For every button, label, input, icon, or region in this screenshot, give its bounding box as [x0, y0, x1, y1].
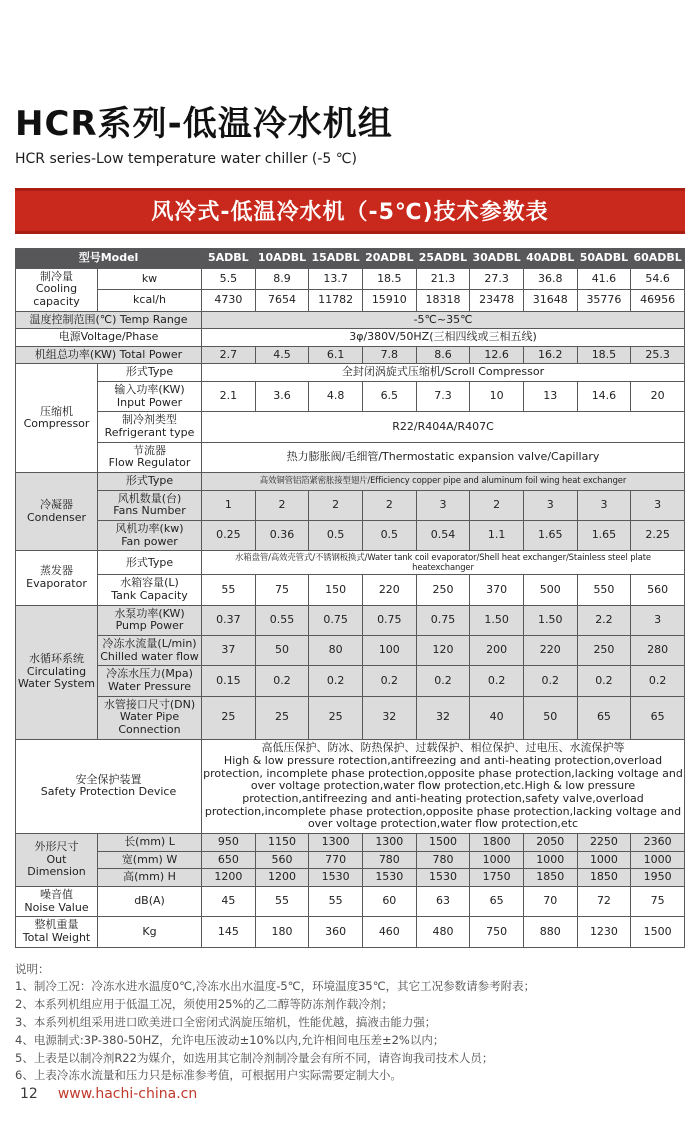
value-cell: 0.2	[416, 666, 470, 696]
spec-row-circulating-water-system-1	[16, 636, 685, 666]
value-cell: 0.5	[309, 520, 363, 550]
value-cell: 500	[523, 575, 577, 605]
value-cell: 25	[202, 696, 256, 739]
model-column-header: 60ADBL	[631, 249, 685, 269]
value-cell: 65	[470, 886, 524, 916]
value-cell: 250	[577, 636, 631, 666]
value-cell: 32	[416, 696, 470, 739]
value-cell: 750	[470, 917, 524, 947]
spec-row-safety-protection	[16, 739, 685, 833]
spec-row-condenser-2	[16, 520, 685, 550]
value-cell: 0.2	[577, 666, 631, 696]
value-cell: 250	[416, 575, 470, 605]
value-cell: 780	[416, 851, 470, 869]
spec-row-evaporator-1	[16, 575, 685, 605]
param-name-cell: 高(mm) H	[98, 869, 202, 887]
value-cell: 1800	[470, 834, 524, 852]
value-cell: 650	[202, 851, 256, 869]
value-cell: 25	[255, 696, 309, 739]
value-cell: 1300	[362, 834, 416, 852]
spec-row-total-power	[16, 346, 685, 364]
value-cell: 13	[523, 382, 577, 412]
value-cell: 16.2	[523, 346, 577, 364]
value-cell: 220	[523, 636, 577, 666]
value-cell: 2360	[631, 834, 685, 852]
value-cell: 15910	[362, 290, 416, 311]
param-name-cell: 宽(mm) W	[98, 851, 202, 869]
value-cell: 360	[309, 917, 363, 947]
value-cell: 0.2	[523, 666, 577, 696]
param-name-cell: 冷冻水流量(L/min) Chilled water flow	[98, 636, 202, 666]
model-header-row	[16, 249, 685, 269]
safety-value-cell	[202, 739, 685, 833]
value-cell: 3	[631, 490, 685, 520]
notes-list	[15, 978, 685, 1085]
value-cell: 10	[470, 382, 524, 412]
value-cell: 21.3	[416, 268, 470, 289]
value-cell: 3	[416, 490, 470, 520]
section-label-evaporator: 蒸发器 Evaporator	[16, 551, 98, 606]
section-label-condenser: 冷凝器 Condenser	[16, 472, 98, 550]
param-name-cell: 形式Type	[98, 364, 202, 382]
value-cell: 7654	[255, 290, 309, 311]
value-cell: 18.5	[577, 346, 631, 364]
note-item: 5、上表是以制冷剂R22为媒介，如选用其它制冷剂制冷量会有所不同，请咨询我司技术人员；	[15, 1050, 494, 1065]
value-cell: 25.3	[631, 346, 685, 364]
value-cell: 280	[631, 636, 685, 666]
value-cell: 37	[202, 636, 256, 666]
value-cell: 460	[362, 917, 416, 947]
value-cell: 0.5	[362, 520, 416, 550]
value-cell: 0.25	[202, 520, 256, 550]
span-value-cell: R22/R404A/R407C	[202, 412, 685, 442]
value-cell: 1500	[416, 834, 470, 852]
value-cell: 80	[309, 636, 363, 666]
param-name-cell: 风机数量(台) Fans Number	[98, 490, 202, 520]
spec-row-condenser-1	[16, 490, 685, 520]
value-cell: 370	[470, 575, 524, 605]
value-cell: 31648	[523, 290, 577, 311]
value-cell: 2.2	[577, 605, 631, 635]
note-item: 4、电源制式:3P-380-50HZ，允许电压波动±10%以内,允许相间电压差±2%以内；	[15, 1032, 445, 1047]
value-cell: 2	[470, 490, 524, 520]
value-cell: 950	[202, 834, 256, 852]
section-label-out-dimension: 外形尺寸 Out Dimension	[16, 834, 98, 887]
value-cell: 1850	[523, 869, 577, 887]
value-cell: 770	[309, 851, 363, 869]
model-column-header: 40ADBL	[523, 249, 577, 269]
value-cell: 150	[309, 575, 363, 605]
value-cell: 1200	[202, 869, 256, 887]
spec-row-out-dimension-0	[16, 834, 685, 852]
value-cell: 100	[362, 636, 416, 666]
spec-row-noise-value	[16, 886, 685, 916]
value-cell: 480	[416, 917, 470, 947]
param-name-cell: dB(A)	[98, 886, 202, 916]
value-cell: 55	[202, 575, 256, 605]
value-cell: 0.37	[202, 605, 256, 635]
spec-row-condenser-0	[16, 472, 685, 490]
model-column-header: 5ADBL	[202, 249, 256, 269]
param-name-cell: 水箱容量(L) Tank Capacity	[98, 575, 202, 605]
value-cell: 2.1	[202, 382, 256, 412]
value-cell: 20	[631, 382, 685, 412]
value-cell: 45	[202, 886, 256, 916]
value-cell: 32	[362, 696, 416, 739]
value-cell: 63	[416, 886, 470, 916]
value-cell: 560	[255, 851, 309, 869]
span-value-cell: -5℃~35℃	[202, 311, 685, 329]
spec-table-head	[16, 249, 685, 269]
value-cell: 1200	[255, 869, 309, 887]
spec-row-out-dimension-1	[16, 851, 685, 869]
value-cell: 0.2	[309, 666, 363, 696]
param-name-cell: 风机功率(kw) Fan power	[98, 520, 202, 550]
model-header-label: 型号Model	[16, 249, 202, 269]
value-cell: 2.7	[202, 346, 256, 364]
span-value-cell: 全封闭涡旋式压缩机/Scroll Compressor	[202, 364, 685, 382]
value-cell: 1530	[416, 869, 470, 887]
value-cell: 1.65	[577, 520, 631, 550]
value-cell: 36.8	[523, 268, 577, 289]
value-cell: 560	[631, 575, 685, 605]
span-value-cell: 3φ/380V/50HZ(三相四线或三相五线)	[202, 329, 685, 347]
param-name-cell: kcal/h	[98, 290, 202, 311]
param-name-cell: 水泵功率(KW) Pump Power	[98, 605, 202, 635]
spec-row-circulating-water-system-3	[16, 696, 685, 739]
section-label-cooling-capacity: 制冷量 Cooling capacity	[16, 268, 98, 311]
param-name-cell: 机组总功率(KW) Total Power	[16, 346, 202, 364]
value-cell: 50	[523, 696, 577, 739]
model-column-header: 50ADBL	[577, 249, 631, 269]
param-name-cell: 长(mm) L	[98, 834, 202, 852]
value-cell: 1950	[631, 869, 685, 887]
value-cell: 6.5	[362, 382, 416, 412]
value-cell: 50	[255, 636, 309, 666]
value-cell: 880	[523, 917, 577, 947]
spec-row-total-weight	[16, 917, 685, 947]
value-cell: 1000	[631, 851, 685, 869]
section-label-circulating-water-system: 水循环系统 Circulating Water System	[16, 605, 98, 739]
value-cell: 72	[577, 886, 631, 916]
param-name-cell: 安全保护装置 Safety Protection Device	[16, 739, 202, 833]
param-name-cell: 输入功率(KW) Input Power	[98, 382, 202, 412]
section-label-noise-value: 噪音值 Noise Value	[16, 886, 98, 916]
value-cell: 3	[577, 490, 631, 520]
value-cell: 1530	[309, 869, 363, 887]
value-cell: 145	[202, 917, 256, 947]
value-cell: 2050	[523, 834, 577, 852]
model-column-header: 20ADBL	[362, 249, 416, 269]
value-cell: 13.7	[309, 268, 363, 289]
value-cell: 27.3	[470, 268, 524, 289]
span-value-cell: 热力膨胀阀/毛细管/Thermostatic expansion valve/Capillary	[202, 442, 685, 472]
value-cell: 75	[631, 886, 685, 916]
value-cell: 0.2	[470, 666, 524, 696]
safety-text-cn: 高低压保护、防冰、防热保护、过载保护、相位保护、过电压、水流保护等	[261, 740, 625, 754]
model-column-header: 25ADBL	[416, 249, 470, 269]
section-label-total-weight: 整机重量 Total Weight	[16, 917, 98, 947]
value-cell: 2	[309, 490, 363, 520]
value-cell: 11782	[309, 290, 363, 311]
spec-row-cooling-capacity-1	[16, 290, 685, 311]
value-cell: 220	[362, 575, 416, 605]
value-cell: 2	[255, 490, 309, 520]
value-cell: 1.50	[523, 605, 577, 635]
value-cell: 1000	[523, 851, 577, 869]
value-cell: 1230	[577, 917, 631, 947]
value-cell: 55	[255, 886, 309, 916]
value-cell: 35776	[577, 290, 631, 311]
value-cell: 1750	[470, 869, 524, 887]
value-cell: 18.5	[362, 268, 416, 289]
model-column-header: 15ADBL	[309, 249, 363, 269]
model-column-header: 30ADBL	[470, 249, 524, 269]
spec-row-compressor-0	[16, 364, 685, 382]
value-cell: 6.1	[309, 346, 363, 364]
spec-row-compressor-2	[16, 412, 685, 442]
section-banner: 风冷式-低温冷水机（-5℃)技术参数表	[15, 188, 685, 234]
value-cell: 1300	[309, 834, 363, 852]
value-cell: 200	[470, 636, 524, 666]
value-cell: 4730	[202, 290, 256, 311]
value-cell: 550	[577, 575, 631, 605]
spec-row-circulating-water-system-0	[16, 605, 685, 635]
spec-row-circulating-water-system-2	[16, 666, 685, 696]
value-cell: 65	[577, 696, 631, 739]
page-number: 12	[20, 1086, 38, 1102]
note-item: 6、上表冷冻水流量和压力只是标准参考值，可根据用户实际需要定制大小。	[15, 1068, 402, 1083]
value-cell: 0.2	[255, 666, 309, 696]
section-label-compressor: 压缩机 Compressor	[16, 364, 98, 472]
spec-table-body	[16, 268, 685, 947]
spec-row-compressor-3	[16, 442, 685, 472]
value-cell: 65	[631, 696, 685, 739]
value-cell: 2250	[577, 834, 631, 852]
value-cell: 1850	[577, 869, 631, 887]
value-cell: 18318	[416, 290, 470, 311]
value-cell: 0.2	[631, 666, 685, 696]
param-name-cell: 制冷剂类型 Refrigerant type	[98, 412, 202, 442]
value-cell: 40	[470, 696, 524, 739]
value-cell: 41.6	[577, 268, 631, 289]
value-cell: 8.6	[416, 346, 470, 364]
value-cell: 7.3	[416, 382, 470, 412]
param-name-cell: Kg	[98, 917, 202, 947]
value-cell: 0.36	[255, 520, 309, 550]
value-cell: 4.8	[309, 382, 363, 412]
value-cell: 0.55	[255, 605, 309, 635]
value-cell: 2	[362, 490, 416, 520]
param-name-cell: 节流器 Flow Regulator	[98, 442, 202, 472]
value-cell: 1500	[631, 917, 685, 947]
value-cell: 3	[523, 490, 577, 520]
value-cell: 780	[362, 851, 416, 869]
page-footer	[20, 1086, 197, 1102]
value-cell: 0.54	[416, 520, 470, 550]
page-subtitle: HCR series-Low temperature water chiller (-5 ℃)	[15, 151, 357, 167]
value-cell: 5.5	[202, 268, 256, 289]
span-value-cell: 水箱盘管/高效壳管式/不锈钢板换式/Water tank coil evaporator/Shell heat exchanger/Stainless steel plate heatexchanger	[202, 551, 685, 575]
value-cell: 46956	[631, 290, 685, 311]
spec-row-temp-range	[16, 311, 685, 329]
value-cell: 4.5	[255, 346, 309, 364]
span-value-cell: 高效铜管铝箔紧密胀接型翅片/Efficiency copper pipe and aluminum foil wing heat exchanger	[202, 472, 685, 490]
notes-heading: 说明：	[15, 961, 50, 976]
spec-row-cooling-capacity-0	[16, 268, 685, 289]
param-name-cell: kw	[98, 268, 202, 289]
note-item: 2、本系列机组应用于低温工况，须使用25%的乙二醇等防冻剂作载冷剂；	[15, 997, 393, 1012]
value-cell: 1.50	[470, 605, 524, 635]
spec-row-voltage	[16, 329, 685, 347]
value-cell: 2.25	[631, 520, 685, 550]
catalog-page	[0, 96, 700, 1121]
value-cell: 1000	[470, 851, 524, 869]
value-cell: 3	[631, 605, 685, 635]
spec-row-out-dimension-2	[16, 869, 685, 887]
value-cell: 1150	[255, 834, 309, 852]
param-name-cell: 温度控制范围(℃) Temp Range	[16, 311, 202, 329]
param-name-cell: 电源Voltage/Phase	[16, 329, 202, 347]
value-cell: 55	[309, 886, 363, 916]
page-title: HCR系列-低温冷水机组	[15, 104, 393, 144]
value-cell: 14.6	[577, 382, 631, 412]
value-cell: 70	[523, 886, 577, 916]
param-name-cell: 冷冻水压力(Mpa) Water Pressure	[98, 666, 202, 696]
value-cell: 1	[202, 490, 256, 520]
value-cell: 75	[255, 575, 309, 605]
param-name-cell: 水管接口尺寸(DN) Water Pipe Connection	[98, 696, 202, 739]
value-cell: 180	[255, 917, 309, 947]
note-item: 1、制冷工况：冷冻水进水温度0℃,冷冻水出水温度-5℃，环境温度35℃，其它工况参数请参考附表；	[15, 979, 536, 994]
value-cell: 60	[362, 886, 416, 916]
spec-row-evaporator-0	[16, 551, 685, 575]
param-name-cell: 形式Type	[98, 472, 202, 490]
value-cell: 0.75	[416, 605, 470, 635]
value-cell: 0.75	[309, 605, 363, 635]
value-cell: 120	[416, 636, 470, 666]
value-cell: 0.2	[362, 666, 416, 696]
value-cell: 8.9	[255, 268, 309, 289]
value-cell: 54.6	[631, 268, 685, 289]
value-cell: 1.65	[523, 520, 577, 550]
value-cell: 1530	[362, 869, 416, 887]
note-item: 3、本系列机组采用进口欧美进口全密闭式涡旋压缩机，性能优越，搞液击能力强；	[15, 1014, 437, 1029]
safety-text-en: High & low pressure rotection,antifreezing and anti-heating protection,overload protection, incomplete phase protection,opposite phase protection,lacking voltage and over voltage protection,water flow protection,etc.High & low pressure protection,antifreezing and anti-heating protection,safety valve,overload protection,incomplete phase protection,opposite phase protection,lacking voltage and over voltage protection,water flow protection,etc	[203, 754, 683, 831]
value-cell: 1.1	[470, 520, 524, 550]
value-cell: 25	[309, 696, 363, 739]
value-cell: 1000	[577, 851, 631, 869]
value-cell: 23478	[470, 290, 524, 311]
website-link[interactable]: www.hachi-china.cn	[57, 1086, 198, 1102]
value-cell: 0.75	[362, 605, 416, 635]
param-name-cell: 形式Type	[98, 551, 202, 575]
spec-row-compressor-1	[16, 382, 685, 412]
value-cell: 7.8	[362, 346, 416, 364]
spec-table	[15, 248, 685, 948]
value-cell: 3.6	[255, 382, 309, 412]
notes-block	[15, 961, 685, 1086]
model-column-header: 10ADBL	[255, 249, 309, 269]
value-cell: 0.15	[202, 666, 256, 696]
value-cell: 12.6	[470, 346, 524, 364]
